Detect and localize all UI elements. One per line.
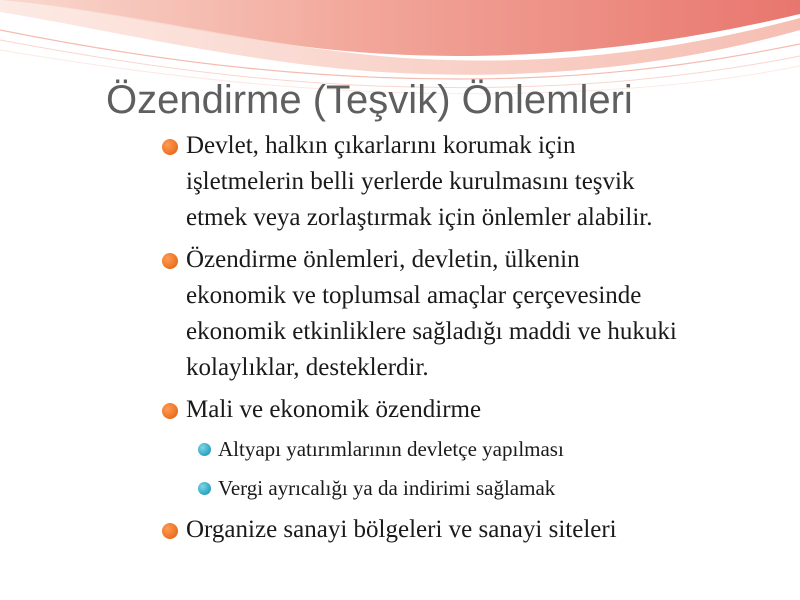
blue-bullet-icon [198,482,211,495]
orange-bullet-icon [162,403,178,419]
list-item [160,242,780,386]
list-item-line: Altyapı yatırımlarının devletçe yapılması [218,437,564,461]
bullet-list [160,128,780,554]
sub-list-item [160,434,780,464]
list-item-line: işletmelerin belli yerlerde kurulmasını teşvik [186,168,635,195]
list-item [160,128,780,236]
list-item-line: Mali ve ekonomik özendirme [186,396,482,423]
orange-bullet-icon [162,523,178,539]
list-item-line: Vergi ayrıcalığı ya da indirimi sağlamak [218,476,556,500]
list-item-line: kolaylıklar, desteklerdir. [186,354,429,381]
list-item-line: etmek veya zorlaştırmak için önlemler alabilir. [186,204,653,231]
sub-list-item [160,473,780,503]
orange-bullet-icon [162,139,178,155]
list-item-line: Devlet, halkın çıkarlarını korumak için [186,132,576,159]
list-item [160,512,780,548]
blue-bullet-icon [198,443,211,456]
list-item-line: Organize sanayi bölgeleri ve sanayi siteleri [186,516,617,543]
list-item-line: ekonomik ve toplumsal amaçlar çerçevesinde [186,282,642,309]
list-item-line: Özendirme önlemleri, devletin, ülkenin [186,246,580,273]
orange-bullet-icon [162,253,178,269]
list-item [160,392,780,428]
slide-title: Özendirme (Teşvik) Önlemleri [106,78,633,122]
list-item-line: ekonomik etkinliklere sağladığı maddi ve hukuki [186,318,677,345]
